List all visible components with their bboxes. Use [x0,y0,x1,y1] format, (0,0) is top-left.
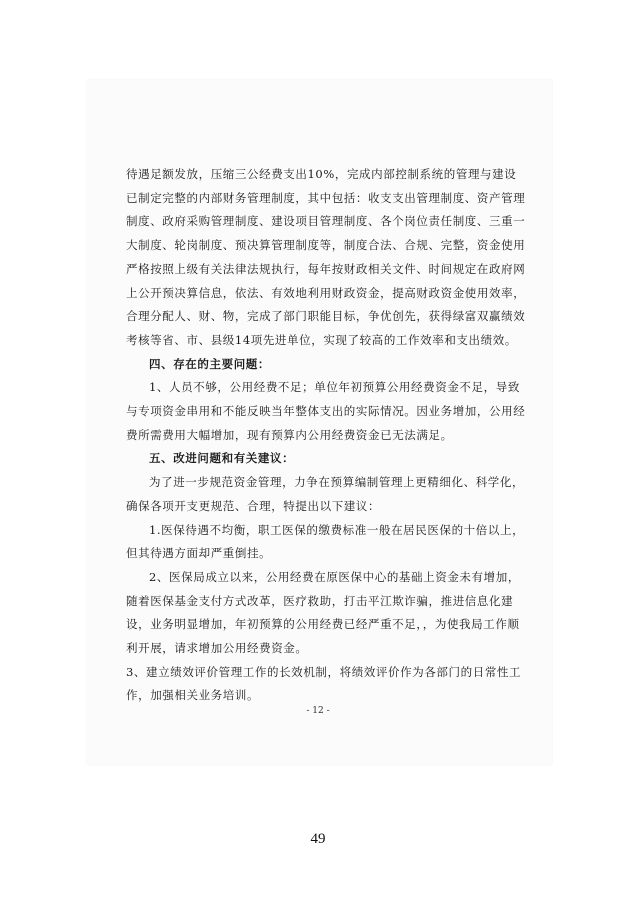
paragraph-suggestion-intro: 为了进一步规范资金管理，力争在预算编制管理上更精细化、科学化，确保各项开支更规范、合理，特提出以下建议： [126,475,525,513]
paragraph-suggestion-2: 2、医保局成立以来，公用经费在原医保中心的基础上资金未有增加，随着医保基金支付方式改革，医疗救助，打击平江欺诈骗，推进信息化建设，业务明显增加，年初预算的公用经费已经严重不足，，为使我局工作顺利开展，请求增加公用经费资金。 [126,569,520,656]
inner-page-number: - 12 - [306,706,330,716]
paragraph-suggestion-1: 1.医保待遇不均衡，职工医保的缴费标准一般在居民医保的十倍以上，但其待遇方面却严重倒挂。 [126,522,525,561]
document-body [126,163,528,708]
paragraph-performance-summary: 待遇足额发放，压缩三公经费支出10%，完成内部控制系统的管理与建设已制定完整的内部财务管理制度，其中包括：收支支出管理制度、资产管理制度、政府采购管理制度、建设项目管理制度、各个岗位责任制度、三重一大制度、轮岗制度、预决算管理制度等，制度合法、合规、完整，资金使用严格按照上级有关法律法规执行，每年按财政相关文件、时间规定在政府网上公开预决算信息，依法、有效地利用财政资金，提高财政资金使用效率，合理分配人、财、物，完成了部门职能目标，争优创先，获得绿富双赢绩效考核等省、市、县级14项先进单位，实现了较高的工作效率和支出绩效。 [126,167,526,347]
paragraph-suggestion-3: 3、建立绩效评价管理工作的长效机制，将绩效评价作为各部门的日常性工作，加强相关业务培训。 [126,664,522,703]
heading-main-problems: 四、存在的主要问题： [149,356,270,371]
paragraph-problem-1: 1、人员不够，公用经费不足；单位年初预算公用经费资金不足，导致与专项资金串用和不能反映当年整体支出的实际情况。因业务增加，公用经费所需费用大幅增加，现有预算内公用经费资金已无法满足。 [126,380,526,442]
heading-improvement-suggestions: 五、改进问题和有关建议： [149,451,295,466]
outer-page-number: 49 [310,831,326,847]
